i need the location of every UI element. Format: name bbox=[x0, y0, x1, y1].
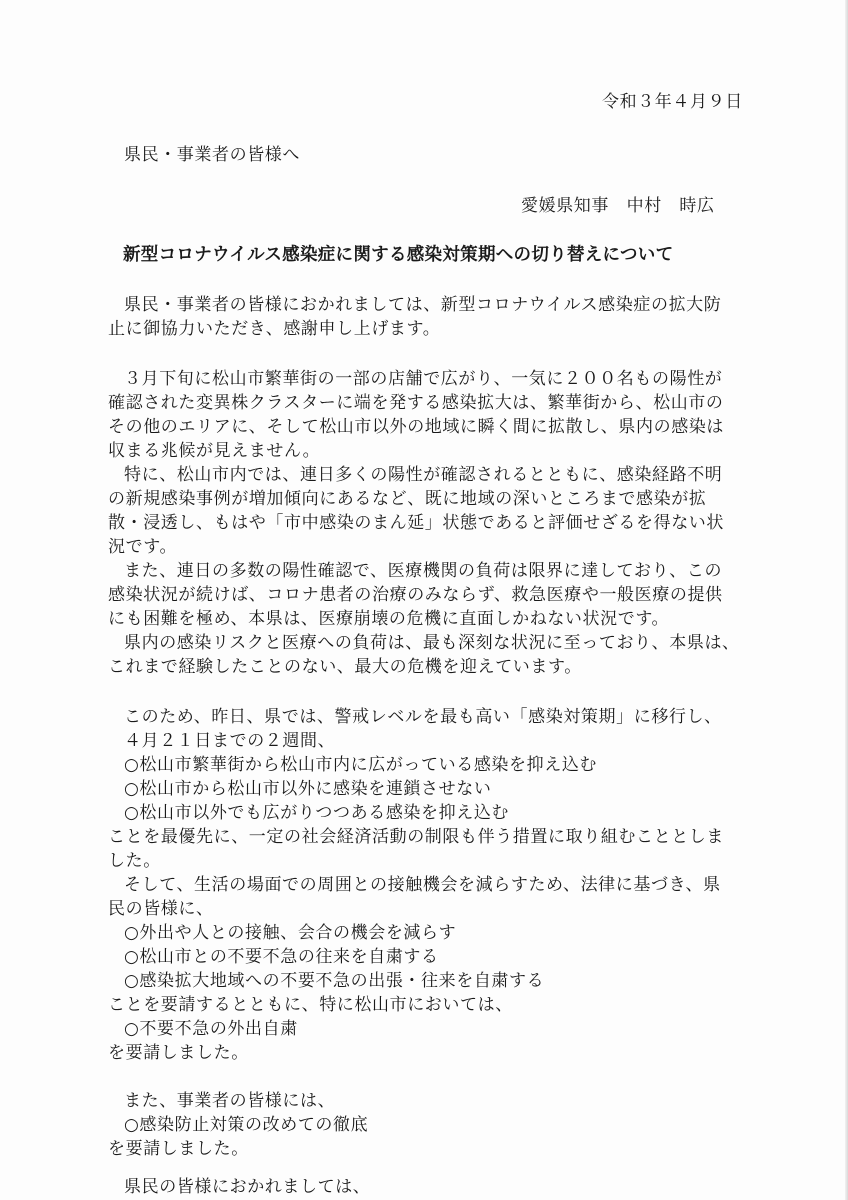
body-line: 県内の感染リスクと医療への負荷は、最も深刻な状況に至っており、本県は、 bbox=[124, 633, 740, 653]
bullet-item: ○外出や人との接触、会合の機会を減らす bbox=[124, 923, 457, 943]
body-line: また、事業者の皆様には、 bbox=[124, 1091, 336, 1111]
body-line: 散・浸透し、もはや「市中感染のまん延」状態であると評価せざるを得ない状 bbox=[108, 513, 724, 533]
body-line: ４月２１日までの２週間、 bbox=[124, 731, 336, 751]
body-line: 県民・事業者の皆様におかれましては、新型コロナウイルス感染症の拡大防 bbox=[124, 295, 722, 315]
body-line: にも困難を極め、本県は、医療崩壊の危機に直面しかねない状況です。 bbox=[108, 609, 670, 629]
body-line: 特に、松山市内では、連日多くの陽性が確認されるとともに、感染経路不明 bbox=[124, 465, 723, 485]
body-line: そして、生活の場面での周囲との接触機会を減らすため、法律に基づき、県 bbox=[124, 875, 721, 895]
body-line: 止に御協力いただき、感謝申し上げます。 bbox=[108, 319, 441, 339]
body-line: 確認された変異株クラスターに端を発する感染拡大は、繁華街から、松山市の bbox=[108, 393, 724, 413]
body-line: 収まる兆候が見えません。 bbox=[108, 441, 321, 461]
body-line: 民の皆様に、 bbox=[108, 899, 214, 919]
addressee: 県民・事業者の皆様へ bbox=[124, 145, 300, 165]
body-line: ３月下旬に松山市繁華街の一部の店舗で広がり、一気に２００名もの陽性が bbox=[124, 369, 723, 389]
body-line: ことを最優先に、一定の社会経済活動の制限も伴う措置に取り組むこととしま bbox=[108, 827, 724, 847]
body-line: その他のエリアに、そして松山市以外の地域に瞬く間に拡散し、県内の感染は bbox=[108, 417, 724, 437]
sender: 愛媛県知事 中村 時広 bbox=[521, 196, 715, 216]
body-line: 感染状況が続けば、コロナ患者の治療のみならず、救急医療や一般医療の提供 bbox=[108, 585, 723, 605]
body-line: 況です。 bbox=[108, 537, 178, 557]
date: 令和３年４月９日 bbox=[602, 92, 743, 112]
body-line: このため、昨日、県では、警戒レベルを最も高い「感染対策期」に移行し、 bbox=[124, 707, 722, 727]
body-line: また、連日の多数の陽性確認で、医療機関の負荷は限界に達しており、この bbox=[124, 561, 723, 581]
document-title: 新型コロナウイルス感染症に関する感染対策期への切り替えについて bbox=[123, 245, 674, 265]
body-line: 県民の皆様におかれましては、 bbox=[124, 1177, 371, 1197]
bullet-item: ○不要不急の外出自粛 bbox=[124, 1019, 298, 1039]
bullet-item: ○松山市との不要不急の往来を自粛する bbox=[124, 947, 439, 967]
body-line: の新規感染事例が増加傾向にあるなど、既に地域の深いところまで感染が拡 bbox=[108, 489, 707, 509]
bullet-item: ○感染防止対策の改めての徹底 bbox=[124, 1115, 369, 1135]
body-line: を要請しました。 bbox=[108, 1043, 249, 1063]
body-line: を要請しました。 bbox=[108, 1139, 249, 1159]
body-line: ことを要請するとともに、特に松山市においては、 bbox=[108, 995, 513, 1015]
bullet-item: ○松山市以外でも広がりつつある感染を抑え込む bbox=[124, 803, 510, 823]
bullet-item: ○松山市繁華街から松山市内に広がっている感染を抑え込む bbox=[124, 755, 598, 775]
bullet-item: ○松山市から松山市以外に感染を連鎖させない bbox=[124, 779, 492, 799]
bullet-item: ○感染拡大地域への不要不急の出張・往来を自粛する bbox=[124, 971, 545, 991]
body-line: これまで経験したことのない、最大の危機を迎えています。 bbox=[108, 657, 582, 677]
body-line: した。 bbox=[108, 851, 161, 871]
